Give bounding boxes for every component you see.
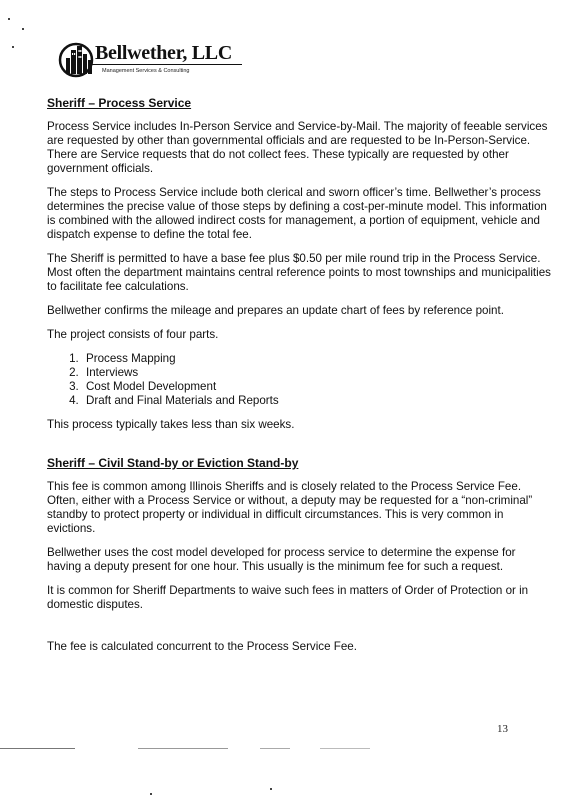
paragraph: Process Service includes In-Person Service and Service-by-Mail. The majority of feeable services are requested by other than governmental officials and are requested to be In-Person-Service. There are Service requests that do not collect fees. These typically are requested by other government officials. bbox=[47, 120, 548, 175]
document-body bbox=[47, 96, 552, 664]
paragraph: This fee is common among Illinois Sheriffs and is closely related to the Process Service Fee. Often, either with a Process Service or without, a deputy may be requested for a “non-criminal” standby to protect property or individual in difficult circumstances. This is very common in evictions. bbox=[47, 480, 533, 535]
scan-line bbox=[138, 748, 228, 749]
list-item: 1. Process Mapping bbox=[82, 352, 552, 366]
section-heading-process-service: Sheriff – Process Service bbox=[47, 96, 192, 110]
project-parts-list bbox=[47, 352, 552, 408]
paragraph: The steps to Process Service include both clerical and sworn officer’s time. Bellwether’s process determines the precise value of those steps by defining a cost-per-minute model. This information is combined with the allowed indirect costs for management, a portion of equipment, vehicle and dispatch expense to define the total fee. bbox=[47, 186, 547, 241]
scan-speck bbox=[150, 793, 152, 795]
section-heading-civil-standby: Sheriff – Civil Stand-by or Eviction Stand-by bbox=[47, 456, 299, 470]
paragraph: It is common for Sheriff Departments to waive such fees in matters of Order of Protection or in domestic disputes. bbox=[47, 584, 529, 611]
page-number: 13 bbox=[497, 723, 508, 735]
paragraph: Bellwether confirms the mileage and prepares an update chart of fees by reference point. bbox=[47, 304, 504, 317]
paragraph: The fee is calculated concurrent to the Process Service Fee. bbox=[47, 640, 357, 653]
scan-line bbox=[260, 748, 290, 749]
scan-speck bbox=[8, 18, 10, 20]
list-item: 3. Cost Model Development bbox=[82, 380, 552, 394]
list-item: 2. Interviews bbox=[82, 366, 552, 380]
company-logo bbox=[58, 40, 258, 82]
list-item: 4. Draft and Final Materials and Reports bbox=[82, 394, 552, 408]
scan-line bbox=[320, 748, 370, 749]
paragraph: The Sheriff is permitted to have a base fee plus $0.50 per mile round trip in the Process Service. Most often the department maintains central reference points to most townships and municipalities to facilitate fee calculations. bbox=[47, 252, 551, 293]
paragraph: The project consists of four parts. bbox=[47, 328, 219, 341]
scan-speck bbox=[12, 46, 14, 48]
scan-speck bbox=[22, 28, 24, 30]
logo-divider bbox=[92, 64, 242, 65]
company-name: Bellwether, LLC bbox=[95, 42, 232, 64]
paragraph: Bellwether uses the cost model developed for process service to determine the expense for having a deputy present for one hour. This usually is the minimum fee for such a request. bbox=[47, 546, 516, 573]
paragraph: This process typically takes less than six weeks. bbox=[47, 418, 295, 431]
skyline-icon bbox=[58, 40, 98, 80]
scan-speck bbox=[270, 788, 272, 790]
company-tagline: Management Services & Consulting bbox=[102, 68, 190, 74]
scan-line bbox=[0, 748, 75, 749]
